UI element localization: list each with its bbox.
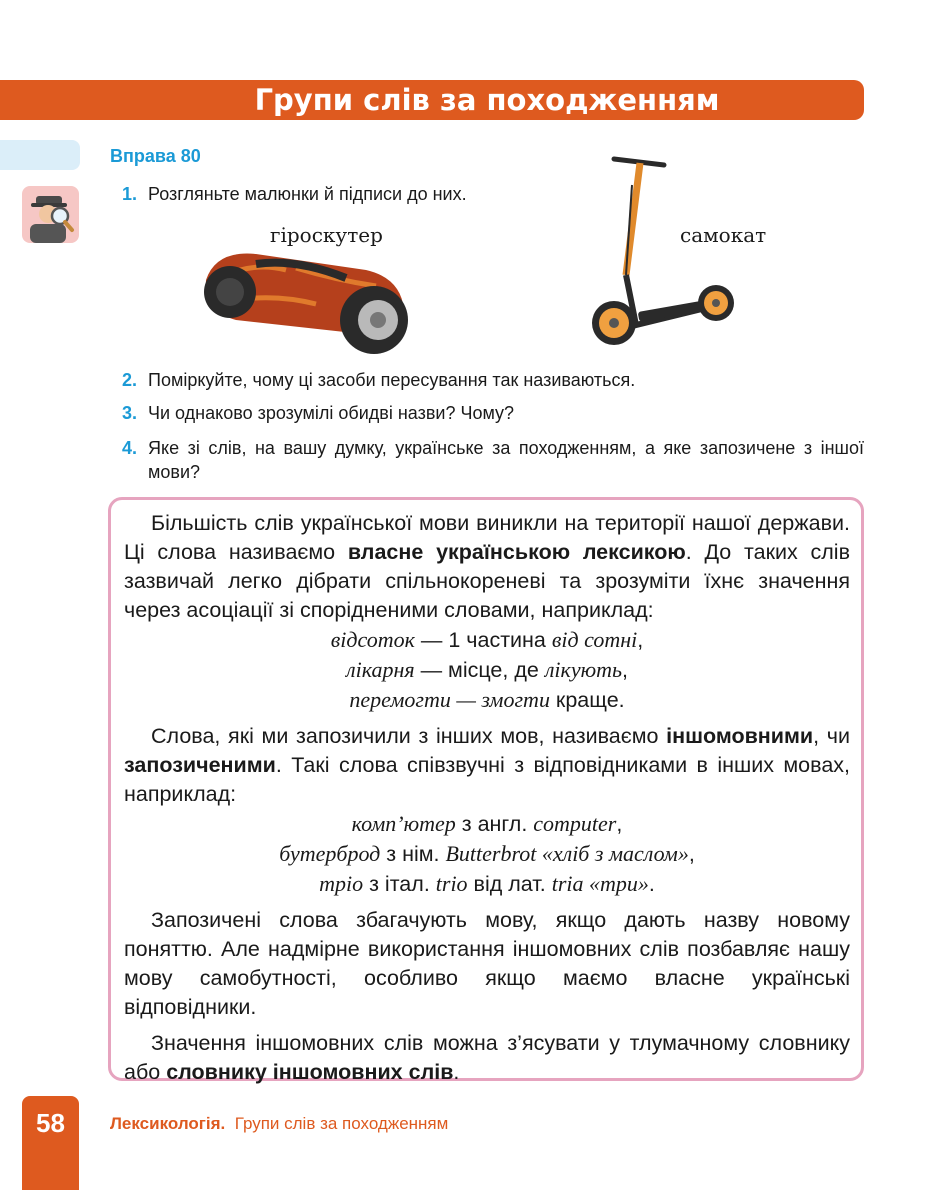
rule-paragraph-1 — [124, 509, 850, 625]
hoverboard-caption: гіроскутер — [270, 223, 383, 247]
example-word: відсоток — [330, 627, 415, 652]
text-segment: краще. — [549, 688, 625, 712]
term-bold: власне українською лексикою — [347, 540, 686, 564]
scooter-caption: самокат — [680, 223, 767, 247]
text-segment: , — [637, 628, 644, 652]
example-line — [124, 685, 850, 715]
example-word: від сотні — [551, 627, 638, 652]
text-segment: — місце, де — [414, 658, 545, 682]
task-number: 4. — [122, 438, 138, 458]
page-title: Групи слів за походженням — [254, 83, 720, 117]
rule-paragraph-2 — [124, 722, 850, 809]
task-3 — [122, 401, 864, 425]
example-word: лікарня — [346, 657, 415, 682]
footer-topic: Групи слів за походженням — [234, 1114, 449, 1133]
text-segment: Більшість слів української мови виникли на території нашої держави. Ці слова називаємо — [124, 511, 850, 564]
text-segment: . — [453, 1060, 460, 1084]
hoverboard-image — [196, 240, 410, 360]
example-word: перемогти — змогти — [349, 687, 550, 712]
example-word: tria «три» — [551, 871, 649, 896]
title-bar — [0, 80, 864, 120]
task-number: 2. — [122, 370, 138, 390]
text-segment: . — [648, 872, 655, 896]
example-line — [124, 655, 850, 685]
term-bold: запозиченими — [124, 753, 276, 777]
rule-paragraph-4 — [124, 1029, 850, 1087]
example-word: лікують — [544, 657, 622, 682]
example-word: тріо — [319, 871, 364, 896]
task-4 — [122, 436, 864, 484]
text-segment: , — [622, 658, 628, 682]
example-word: trio — [435, 871, 468, 896]
text-segment: . До таких слів зазвичай легко дібрати спільнокореневі та зрозуміти їхнє значення через асоціації зі спорідненими словами, наприклад: — [124, 540, 850, 622]
page-number: 58 — [36, 1108, 65, 1138]
example-line — [124, 625, 850, 655]
task-text: Розгляньте малюнки й підписи до них. — [148, 184, 467, 204]
detective-icon — [22, 186, 79, 243]
text-segment: , — [616, 812, 623, 836]
example-word: комп’ютер — [351, 811, 456, 836]
task-2 — [122, 368, 864, 392]
exercise-tab-marker — [0, 140, 80, 170]
example-word: бутерброд — [279, 841, 381, 866]
text-segment: з італ. — [363, 872, 436, 896]
example-word: Butterbrot «хліб з маслом» — [445, 841, 689, 866]
task-text: Яке зі слів, на вашу думку, українське за походженням, а яке запозичене з іншої мови? — [148, 438, 864, 482]
example-word: computer — [533, 811, 617, 836]
term-bold: іншомовними — [666, 724, 814, 748]
exercise-label: Вправа 80 — [110, 146, 201, 166]
text-segment: — 1 частина — [414, 628, 552, 652]
rule-paragraph-3: Запозичені слова збагачують мову, якщо дають назву новому поняттю. Але надмірне використання іншомовних слів позбавляє нашу мову самобутності, особливо якщо маємо власне українські відповідники. — [124, 908, 850, 1019]
task-number: 1. — [122, 184, 138, 204]
task-1 — [122, 182, 864, 206]
text-segment: . Такі слова співзвучні з відповідниками в інших мовах, наприклад: — [124, 753, 850, 806]
text-segment: від лат. — [467, 872, 552, 896]
text-segment: з англ. — [455, 812, 534, 836]
example-line — [124, 869, 850, 899]
text-segment: Слова, які ми запозичили з інших мов, називаємо — [151, 724, 667, 748]
running-footer — [110, 1114, 448, 1134]
task-number: 3. — [122, 403, 138, 423]
rule-text — [124, 509, 850, 1087]
task-text: Поміркуйте, чому ці засоби пересування так називаються. — [148, 370, 636, 390]
task-text: Чи однаково зрозумілі обидві назви? Чому? — [148, 403, 515, 423]
example-line — [124, 809, 850, 839]
example-line — [124, 839, 850, 869]
term-bold: словнику іншомовних слів — [166, 1060, 454, 1084]
text-segment: , чи — [813, 724, 850, 748]
scooter-image — [588, 155, 738, 355]
text-segment: Значення іншомовних слів можна з’ясувати у тлумачному словнику або — [124, 1031, 850, 1084]
footer-section: Лексикологія. — [110, 1114, 226, 1133]
text-segment: з нім. — [380, 842, 446, 866]
text-segment: , — [688, 842, 695, 866]
